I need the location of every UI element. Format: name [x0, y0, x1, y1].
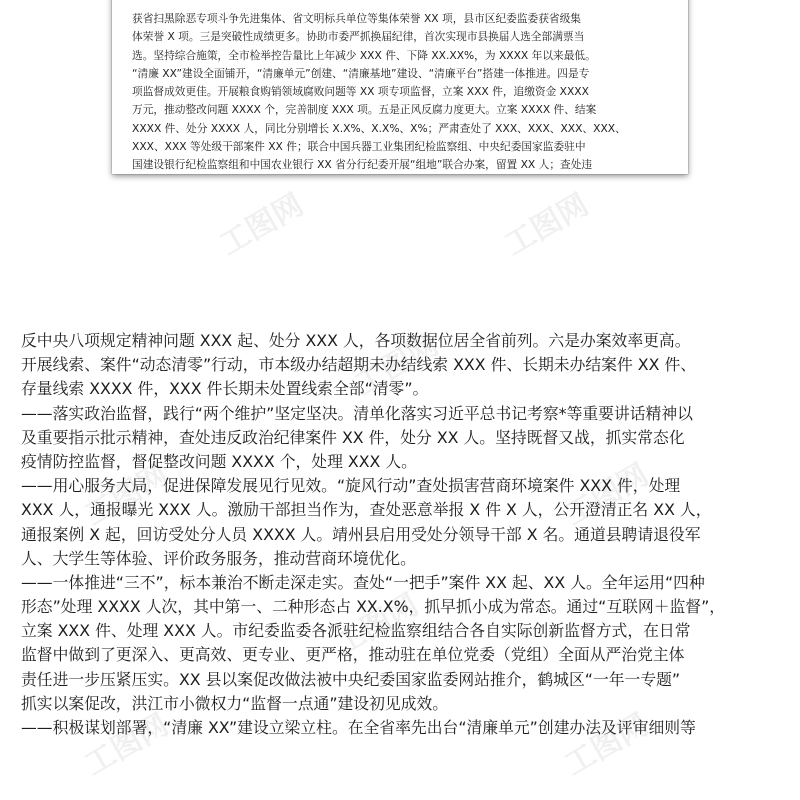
preview-line: 选。坚持综合施策，全市检举控告量比上年减少 XXX 件、下降 XX.XX%，为 XXXX 年以来最低。	[132, 48, 596, 62]
preview-line: 国建设银行纪检监察组和中国农业银行 XX 省分行纪委开展“组地”联合办案，留置 XX 人；查处违	[132, 158, 593, 172]
body-line: 通报案例 X 起，回访受处分人员 XXXX 人。靖州县启用受处分领导干部 X 名。通道县聘请退役军	[21, 524, 701, 544]
preview-line: XXXX 件、处分 XXXX 人，同比分别增长 X.X%、X.X%、X%；严肃查处了 XXX、XXX、XXX、XXX、	[132, 121, 626, 135]
watermark: 工图网	[79, 457, 175, 533]
body-line: 疫情防控监督，督促整改问题 XXXX 个，处理 XXX 人。	[21, 451, 417, 471]
watermark: 工图网	[214, 187, 310, 263]
body-line: ——积极谋划部署，“清廉 XX”建设立梁立柱。在全省率先出台“清廉单元”创建办法及评审细则等	[21, 718, 696, 737]
body-line: 开展线索、案件“动态清零”行动，市本级办结超期未办结线索 XXX 件、长期未办结案件 XX 件、	[21, 355, 697, 375]
body-line: 反中央八项规定精神问题 XXX 起、处分 XXX 人，各项数据位居全省前列。六是办案效率更高。	[21, 331, 691, 350]
body-line: 立案 XXX 件、处理 XXX 人。市纪委监委各派驻纪检监察组结合各自实际创新监督方式，在日常	[21, 621, 691, 641]
watermark: 工图网	[499, 187, 595, 263]
body-line: 人、大学生等体验、评价政务服务，推动营商环境优化。	[21, 548, 416, 568]
body-line: 责任进一步压紧压实。XX 县以案促改做法被中央纪委国家监委网站推介，鹤城区“一年一专题”	[21, 669, 681, 689]
body-line: 及重要指示批示精神，查处违反政治纪律案件 XX 件，处分 XX 人。坚持既督又战，抓实常态化	[21, 427, 685, 447]
watermark: 工图网	[79, 707, 175, 783]
body-line: ——用心服务大局，促进保障发展见行见效。“旋风行动”查处损害营商环境案件 XXX 件，处理	[21, 476, 681, 496]
watermark: 工图网	[349, 327, 445, 403]
body-line: 监督中做到了更深入、更高效、更专业、更严格，推动驻在单位党委（党组）全面从严治党主体	[21, 645, 685, 665]
watermark: 工图网	[329, 587, 425, 663]
body-line: 抓实以案促改，洪江市小微权力“监督一点通”建设初见成效。	[21, 693, 449, 713]
document-preview-card	[112, 0, 688, 174]
preview-line: XXX、XXX 等处级干部案件 XX 件；联合中国兵器工业集团纪检监察组、中央纪委国家监委驻中	[132, 140, 586, 154]
body-line: ——一体推进“三不”，标本兼治不断走深走实。查处“一把手”案件 XX 起、XX 人。全年运用“四种	[21, 572, 705, 592]
preview-line: 万元，推动整改问题 XXXX 个，完善制度 XXX 项。五是正风反腐力度更大。立案 XXXX 件、结案	[132, 103, 597, 117]
body-line: 存量线索 XXXX 件，XXX 件长期未处置线索全部“清零”。	[21, 379, 429, 399]
watermark: 工图网	[559, 707, 655, 783]
preview-line: 体荣誉 X 项。三是突破性成绩更多。协助市委严抓换届纪律，首次实现市县换届人选全部满票当	[132, 30, 585, 44]
preview-line: 项监督成效更佳。开展粮食购销领域腐败问题等 XX 项专项监督，立案 XXX 件，追缴资金 XXXX	[132, 85, 589, 99]
body-line: XXX 人，通报曝光 XXX 人。激励干部担当作为，查处恶意举报 X 件 X 人，公开澄清正名 XX 人，	[21, 500, 712, 520]
body-line: ——落实政治监督，践行“两个维护”坚定坚决。清单化落实习近平总书记考察*等重要讲话精神以	[21, 403, 693, 423]
preview-line: 获省扫黑除恶专项斗争先进集体、省文明标兵单位等集体荣誉 XX 项，县市区纪委监委获省级集	[132, 12, 581, 25]
body-line: 形态”处理 XXXX 人次，其中第一、二种形态占 XX.X%，抓早抓小成为常态。通过“互联网＋监督”，	[21, 597, 726, 617]
watermark: 工图网	[559, 457, 655, 533]
preview-text	[132, 10, 668, 174]
body-text	[21, 329, 781, 740]
preview-line: “清廉 XX”建设全面铺开，“清廉单元”创建、“清廉基地”建设、“清廉平台”搭建一体推进。四是专	[132, 66, 590, 80]
